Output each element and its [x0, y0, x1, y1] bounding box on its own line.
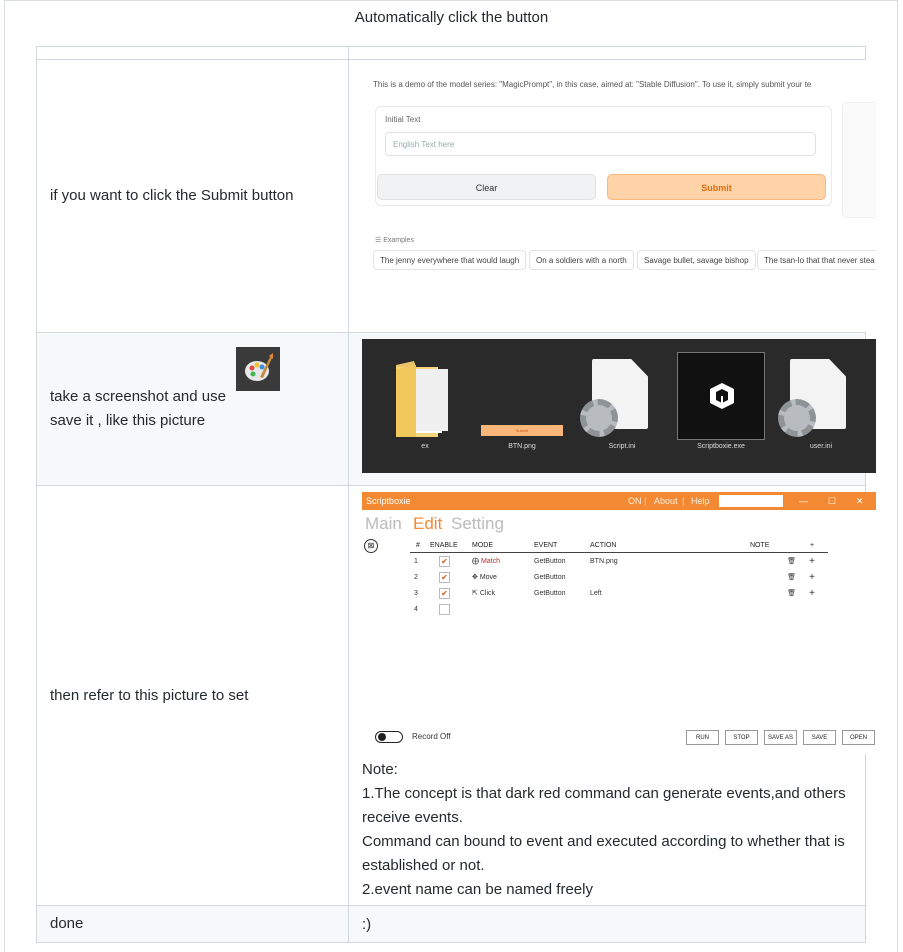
step-label: [50, 385, 338, 433]
table-row: [37, 486, 866, 906]
open-button[interactable]: OPEN: [842, 730, 875, 745]
file-name: BTN.png: [508, 443, 536, 450]
top-link-on[interactable]: ON: [628, 496, 642, 506]
commands-header: [410, 538, 828, 553]
step-value: :): [349, 906, 866, 943]
col-header: #: [410, 538, 430, 553]
note-heading: Note:: [362, 761, 398, 778]
magicprompt-demo-screenshot: [361, 60, 876, 332]
tab-setting[interactable]: Setting: [451, 514, 504, 533]
move-icon: ✥: [472, 574, 478, 581]
top-link-about[interactable]: About: [654, 496, 678, 506]
enable-checkbox[interactable]: ✔: [439, 556, 450, 567]
add-row-icon[interactable]: +: [796, 585, 828, 601]
event-value: GetButton: [534, 553, 590, 570]
table-header-row: [37, 47, 866, 60]
input-label: Initial Text: [385, 115, 421, 124]
file-explorer-screenshot: [362, 339, 876, 473]
stop-button[interactable]: STOP: [725, 730, 758, 745]
event-value: GetButton: [534, 585, 590, 601]
top-link-help[interactable]: Help: [691, 496, 710, 506]
example-chip[interactable]: On a soldiers with a north: [529, 250, 634, 270]
folder-icon[interactable]: [394, 359, 456, 439]
table-row[interactable]: 1 ✔ ⨁ Match GetButton BTN.png 🗑 +: [410, 553, 828, 570]
step-label-line2: save it , like this picture: [50, 412, 206, 429]
step-label: if you want to click the Submit button: [37, 60, 349, 333]
action-value: [590, 569, 750, 585]
demo-description: This is a demo of the model series: "MagicPrompt", in this case, aimed at: "Stable Diffusion". To use it, simply submit your te: [373, 80, 812, 89]
output-panel: [842, 102, 876, 218]
note-line: 1.The concept is that dark red command can generate events,and others receive events.: [362, 785, 846, 826]
app-title: Scriptboxie: [366, 496, 411, 506]
maximize-icon[interactable]: ☐: [828, 496, 837, 506]
note-line: Command can bound to event and executed according to whether that is established or not.: [362, 833, 845, 874]
event-value: GetButton: [534, 569, 590, 585]
tab-main[interactable]: Main: [365, 514, 402, 533]
scriptboxie-screenshot: [362, 492, 876, 754]
settings-file-icon[interactable]: [774, 355, 854, 443]
table-row: [37, 906, 866, 943]
initial-text-input[interactable]: English Text here: [385, 132, 816, 156]
tab-edit[interactable]: Edit: [413, 514, 443, 533]
file-name: Scriptboxie.exe: [697, 443, 745, 450]
paint-palette-icon: [236, 347, 280, 391]
clear-button[interactable]: Clear: [377, 174, 596, 200]
example-chip[interactable]: The tsan-lo that that never stea: [757, 250, 876, 270]
title-input[interactable]: [719, 495, 783, 507]
enable-checkbox[interactable]: ✔: [439, 572, 450, 583]
table-row: [37, 60, 866, 333]
file-name: user.ini: [809, 443, 833, 450]
enable-checkbox[interactable]: [439, 604, 450, 615]
instructions-table: [36, 46, 875, 943]
trash-icon[interactable]: 🗑: [750, 553, 796, 570]
settings-file-icon[interactable]: [576, 355, 656, 443]
clear-all-icon[interactable]: ⊠: [364, 539, 378, 553]
commands-table: [410, 538, 828, 617]
step-label: then refer to this picture to set: [37, 486, 349, 906]
title-bar: Scriptboxie ON | About | Help — ☐ ✕: [362, 492, 876, 510]
col-header: NOTE: [750, 538, 796, 553]
table-row[interactable]: 2 ✔ ✥ Move GetButton 🗑 +: [410, 569, 828, 585]
close-icon[interactable]: ✕: [856, 496, 864, 506]
step-label: done: [37, 906, 349, 943]
page-title: Automatically click the button: [354, 9, 549, 26]
record-label: Record Off: [412, 732, 451, 741]
minimize-icon[interactable]: —: [799, 496, 808, 506]
mode-value: Click: [479, 590, 495, 597]
file-name: Script.ini: [608, 443, 636, 450]
app-icon[interactable]: [677, 352, 765, 440]
table-row[interactable]: 3 ✔ ⇱ Click GetButton Left 🗑 +: [410, 585, 828, 601]
submit-button[interactable]: Submit: [607, 174, 826, 200]
cursor-icon: ⇱: [472, 590, 478, 597]
col-header: EVENT: [534, 538, 590, 553]
add-column-icon[interactable]: +: [796, 538, 828, 553]
mode-value: Match: [480, 558, 501, 565]
button-image-icon[interactable]: Submit: [481, 425, 563, 436]
record-toggle[interactable]: [375, 731, 403, 743]
example-chip[interactable]: Savage bullet, savage bishop: [637, 250, 756, 270]
trash-icon[interactable]: 🗑: [750, 585, 796, 601]
save-as-button[interactable]: SAVE AS: [764, 730, 797, 745]
action-value: Left: [590, 585, 750, 601]
step-label-line1: take a screenshot and use: [50, 388, 226, 405]
table-row: [37, 333, 866, 486]
enable-checkbox[interactable]: ✔: [439, 588, 450, 599]
col-header: ACTION: [590, 538, 750, 553]
col-header: ENABLE: [430, 538, 472, 553]
trash-icon[interactable]: 🗑: [750, 569, 796, 585]
crosshair-icon: ⨁: [472, 558, 479, 565]
run-button[interactable]: RUN: [686, 730, 719, 745]
mode-value: Move: [479, 574, 497, 581]
col-header: MODE: [472, 538, 534, 553]
note-line: 2.event name can be named freely: [362, 881, 593, 898]
add-row-icon[interactable]: +: [796, 569, 828, 585]
file-name: ex: [421, 443, 429, 450]
examples-label: ☰ Examples: [375, 237, 414, 244]
save-button[interactable]: SAVE: [803, 730, 836, 745]
add-row-icon[interactable]: +: [796, 553, 828, 570]
table-row[interactable]: 4: [410, 601, 828, 617]
note-block: [362, 758, 877, 902]
example-chip[interactable]: The jenny everywhere that would laugh: [373, 250, 526, 270]
action-value: BTN.png: [590, 553, 750, 570]
